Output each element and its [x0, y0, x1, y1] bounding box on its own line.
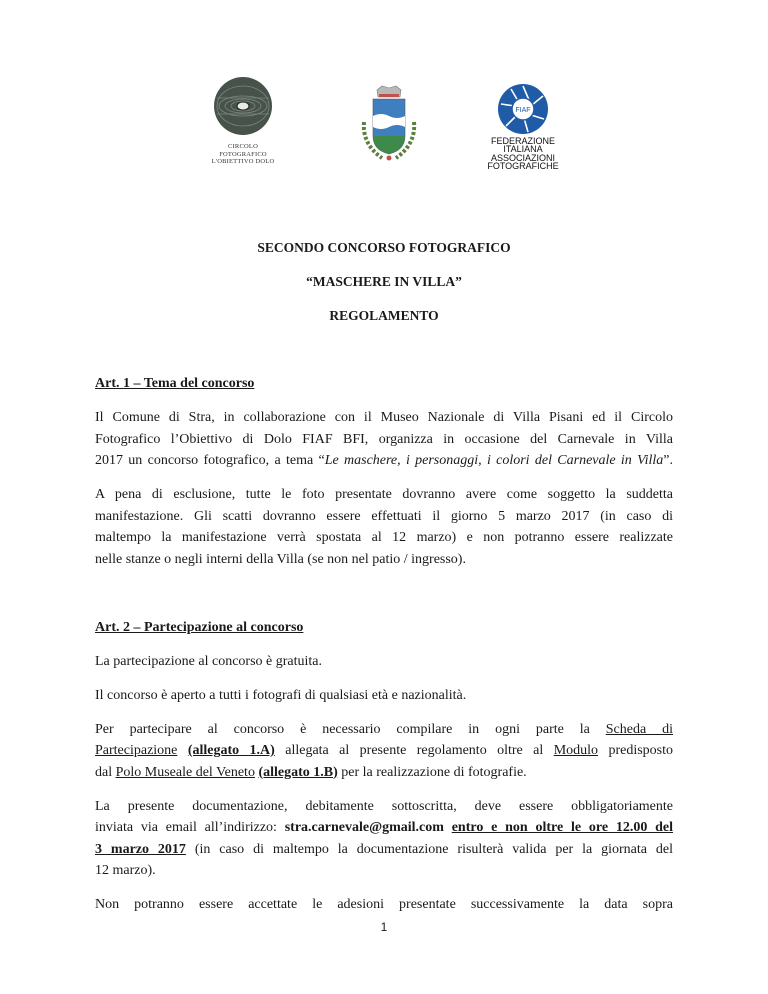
fiaf-logo-icon: [496, 82, 550, 136]
circolo-fotografico-logo-icon: [213, 76, 273, 136]
text-line: [95, 527, 673, 549]
text-segment: 12 marzo).: [95, 863, 156, 878]
fiaf-logo-line: FOTOGRAFICHE: [487, 161, 559, 172]
text-segment: Polo Museale del Veneto: [115, 764, 255, 780]
fiaf-logo-text: [482, 137, 564, 171]
text-segment: (allegato 1.B): [258, 764, 338, 780]
text-line: [95, 762, 673, 784]
text-line: [95, 450, 673, 472]
text-segment: Il Comune di Stra, in collaborazione con il Museo Nazionale di Villa Pisani ed il Circolo: [95, 410, 673, 425]
text-line: [95, 484, 673, 506]
paragraph: [95, 484, 673, 570]
document-blocks: [95, 373, 673, 916]
text-segment: per la realizzazione di fotografie.: [337, 764, 527, 780]
text-segment: [444, 820, 452, 835]
text-segment: A pena di esclusione, tutte le foto presentate dovranno avere come soggetto la suddetta: [95, 487, 673, 502]
text-line: [95, 860, 673, 882]
text-segment: 3 marzo 2017: [95, 841, 186, 857]
text-segment: Non potranno essere accettate le adesioni presentate successivamente la data sopra: [95, 897, 673, 912]
text-line: [95, 817, 673, 839]
document-section-title: REGOLAMENTO: [329, 308, 439, 323]
text-line: [95, 617, 673, 639]
text-segment: dal: [95, 764, 116, 780]
text-line: [95, 894, 673, 916]
text-segment: (allegato 1.A): [187, 743, 275, 758]
text-segment: (in caso di maltempo la documentazione risulterà valida per la giornata del: [185, 841, 673, 857]
text-segment: allegata al presente regolamento oltre al: [274, 743, 554, 758]
text-line: [95, 796, 673, 818]
text-line: [95, 407, 673, 429]
fiaf-logo-line: ITALIANA: [503, 144, 543, 155]
document-body: [95, 237, 673, 928]
paragraph: [95, 719, 673, 784]
document-title: SECONDO CONCORSO FOTOGRAFICO: [257, 240, 511, 255]
text-segment: nelle stanze o negli interni della Villa (se non nel patio / ingresso).: [95, 551, 466, 567]
text-segment: Art. 1 – Tema del concorso: [95, 376, 255, 391]
email-address: stra.carnevale@gmail.com: [284, 820, 444, 835]
page-number: 1: [380, 920, 388, 934]
text-line: [95, 839, 673, 861]
text-segment: ”.: [663, 453, 674, 468]
fiaf-badge-text: FIAF: [515, 107, 531, 114]
text-segment: La partecipazione al concorso è gratuita.: [95, 653, 322, 669]
text-segment: Il concorso è aperto a tutti i fotografi di qualsiasi età e nazionalità.: [95, 687, 467, 703]
text-segment: 2017 un concorso fotografico, a tema “: [95, 453, 325, 468]
text-segment: Modulo: [553, 743, 599, 758]
circolo-logo-text: [203, 143, 283, 166]
text-segment: entro e non oltre le ore 12.00 del: [451, 820, 673, 835]
paragraph: [95, 685, 673, 707]
text-segment: inviata via email all’indirizzo:: [95, 820, 285, 835]
text-line: [95, 651, 673, 673]
document-subtitle: “MASCHERE IN VILLA”: [306, 274, 462, 289]
circolo-logo-line: FOTOGRAFICO: [219, 150, 267, 158]
paragraph: [95, 651, 673, 673]
text-segment: manifestazione. Gli scatti dovranno essere effettuati il giorno 5 marzo 2017 (in caso di: [95, 508, 673, 524]
text-segment: Partecipazione: [95, 743, 178, 758]
text-line: [95, 429, 673, 451]
text-segment: Per partecipare al concorso è necessario compilare in ogni parte la: [95, 721, 606, 737]
text-line: [95, 549, 673, 571]
circolo-logo-line: L'OBIETTIVO DOLO: [211, 158, 275, 165]
text-segment: predisposto: [598, 743, 673, 758]
paragraph: [95, 894, 673, 916]
text-segment: Art. 2 – Partecipazione al concorso: [95, 619, 304, 635]
paragraph: [95, 796, 673, 882]
text-segment: maltempo la manifestazione verrà spostata al 12 marzo) e non potranno essere realizzate: [95, 530, 673, 545]
text-segment: Scheda di: [605, 721, 673, 737]
circolo-logo-line: CIRCOLO: [228, 143, 258, 150]
paragraph: [95, 407, 673, 472]
article-heading: [95, 617, 673, 639]
text-line: [95, 719, 673, 741]
text-segment: Fotografico l’Obiettivo di Dolo FIAF BFI, organizza in occasione del Carnevale in Villa: [95, 431, 673, 447]
fiaf-logo-line: FEDERAZIONE: [490, 136, 555, 146]
text-segment: Le maschere, i personaggi, i colori del Carnevale in Villa: [324, 453, 664, 468]
comune-di-stra-crest-icon: [358, 84, 420, 166]
text-line: [95, 685, 673, 707]
text-line: [95, 740, 673, 762]
text-segment: La presente documentazione, debitamente sottoscritta, deve essere obbligatoriamente: [95, 798, 673, 814]
fiaf-logo-line: ASSOCIAZIONI: [490, 152, 555, 163]
text-line: [95, 373, 673, 395]
article-heading: [95, 373, 673, 395]
text-segment: [177, 743, 187, 758]
text-line: [95, 506, 673, 528]
